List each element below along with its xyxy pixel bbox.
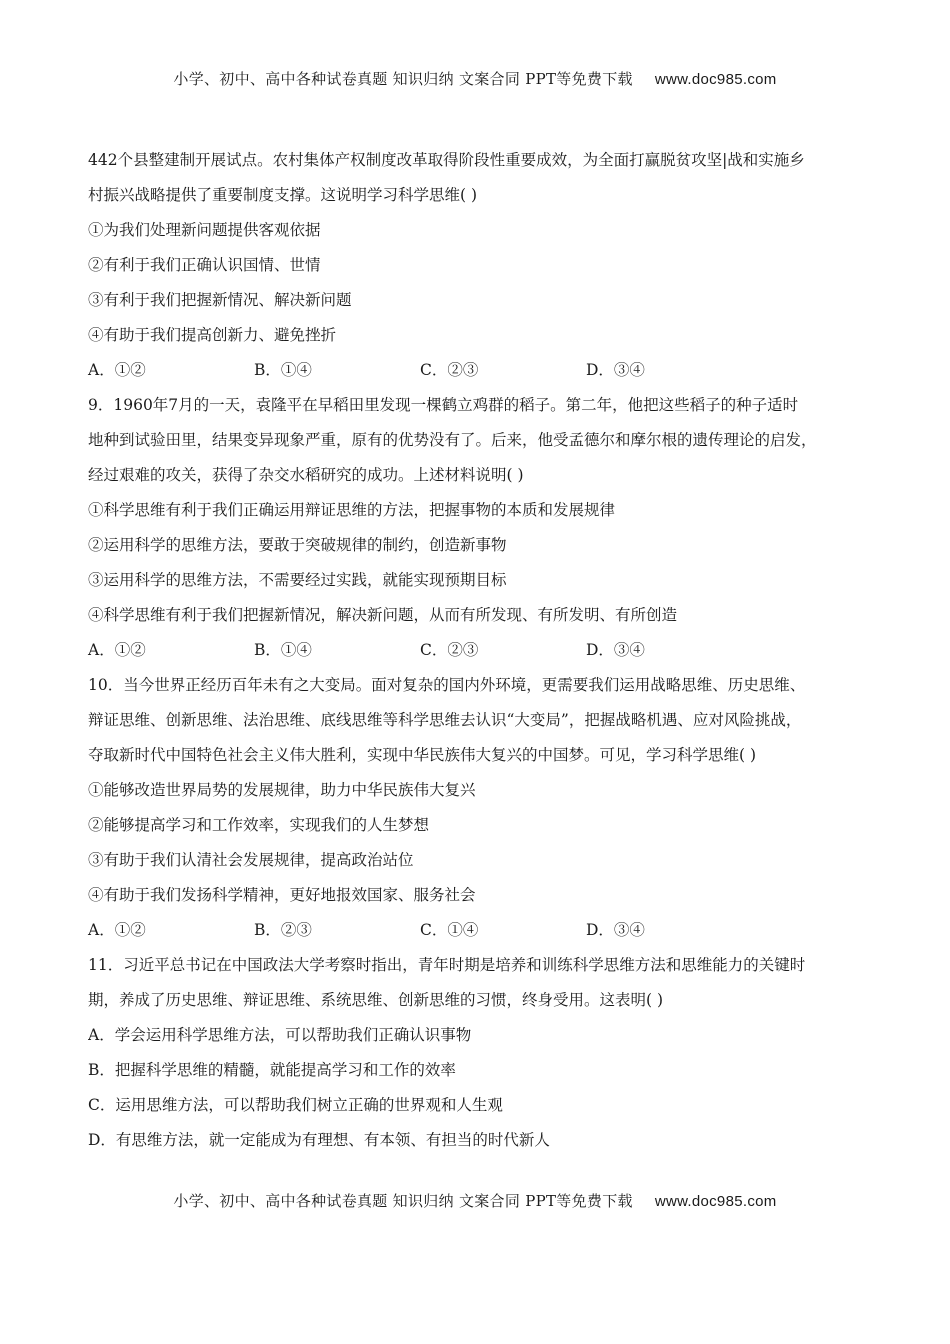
choice-a: A．①② (88, 921, 146, 939)
question-stem-line: 地种到试验田里，结果变异现象严重，原有的优势没有了。后来，他受孟德尔和摩尔根的遗传理论的启发， (88, 431, 817, 449)
statement-option: ④有助于我们提高创新力、避免挫折 (88, 326, 337, 344)
header-banner-text: 小学、初中、高中各种试卷真题 知识归纳 文案合同 PPT等免费下载 (173, 70, 633, 88)
question-stem-line: 期，养成了历史思维、辩证思维、系统思维、创新思维的习惯，终身受用。这表明( ) (88, 991, 664, 1009)
statement-option: ③运用科学的思维方法，不需要经过实践，就能实现预期目标 (88, 571, 507, 589)
question-stem-line: 11．习近平总书记在中国政法大学考察时指出，青年时期是培养和训练科学思维方法和思维能力的关键时 (88, 956, 806, 974)
statement-option: ①科学思维有利于我们正确运用辩证思维的方法，把握事物的本质和发展规律 (88, 501, 616, 519)
question-stem-line: 9．1960年7月的一天，袁隆平在早稻田里发现一棵鹤立鸡群的稻子。第二年，他把这些稻子的种子适时 (88, 396, 799, 414)
statement-option: ②能够提高学习和工作效率，实现我们的人生梦想 (88, 816, 430, 834)
answer-option-d: D．有思维方法，就一定能成为有理想、有本领、有担当的时代新人 (88, 1131, 550, 1149)
question-stem-line: 辩证思维、创新思维、法治思维、底线思维等科学思维去认识“大变局”，把握战略机遇、应对风险挑战， (88, 711, 802, 729)
choice-a: A．①② (88, 641, 146, 659)
choice-b: B．①④ (254, 641, 312, 659)
choice-d: D．③④ (586, 361, 645, 379)
question-stem-line: 442个县整建制开展试点。农村集体产权制度改革取得阶段性重要成效，为全面打赢脱贫攻坚|战和实施乡 (88, 151, 805, 169)
exam-content (88, 143, 878, 1158)
choice-c: C．①④ (420, 921, 479, 939)
answer-choices (88, 353, 878, 388)
statement-option: ④有助于我们发扬科学精神，更好地报效国家、服务社会 (88, 886, 476, 904)
answer-option-a: A．学会运用科学思维方法，可以帮助我们正确认识事物 (88, 1026, 472, 1044)
question-11 (88, 948, 878, 1158)
choice-b: B．②③ (254, 921, 312, 939)
question-stem-line: 经过艰难的攻关，获得了杂交水稻研究的成功。上述材料说明( ) (88, 466, 524, 484)
statement-option: ②运用科学的思维方法，要敢于突破规律的制约，创造新事物 (88, 536, 507, 554)
statement-option: ③有利于我们把握新情况、解决新问题 (88, 291, 352, 309)
answer-option-b: B．把握科学思维的精髓，就能提高学习和工作的效率 (88, 1061, 456, 1079)
answer-choices (88, 913, 878, 948)
choice-c: C．②③ (420, 361, 479, 379)
statement-option: ①能够改造世界局势的发展规律，助力中华民族伟大复兴 (88, 781, 476, 799)
statement-option: ④科学思维有利于我们把握新情况，解决新问题，从而有所发现、有所发明、有所创造 (88, 606, 678, 624)
footer-banner-text: 小学、初中、高中各种试卷真题 知识归纳 文案合同 PPT等免费下载 (173, 1192, 633, 1210)
footer-banner (0, 1190, 950, 1211)
question-stem-line: 村振兴战略提供了重要制度支撑。这说明学习科学思维( ) (88, 186, 478, 204)
statement-option: ③有助于我们认清社会发展规律，提高政治站位 (88, 851, 414, 869)
answer-option-c: C．运用思维方法，可以帮助我们树立正确的世界观和人生观 (88, 1096, 503, 1114)
question-8-continued (88, 143, 878, 388)
choice-d: D．③④ (586, 641, 645, 659)
choice-b: B．①④ (254, 361, 312, 379)
header-banner (0, 68, 950, 89)
footer-banner-url[interactable]: www.doc985.com (654, 1193, 777, 1210)
question-10 (88, 668, 878, 948)
statement-option: ①为我们处理新问题提供客观依据 (88, 221, 321, 239)
choice-d: D．③④ (586, 921, 645, 939)
choice-c: C．②③ (420, 641, 479, 659)
header-banner-url[interactable]: www.doc985.com (654, 71, 777, 88)
answer-choices (88, 633, 878, 668)
question-stem-line: 夺取新时代中国特色社会主义伟大胜利，实现中华民族伟大复兴的中国梦。可见，学习科学思维( ) (88, 746, 757, 764)
question-stem-line: 10．当今世界正经历百年未有之大变局。面对复杂的国内外环境，更需要我们运用战略思维、历史思维、 (88, 676, 806, 694)
choice-a: A．①② (88, 361, 146, 379)
statement-option: ②有利于我们正确认识国情、世情 (88, 256, 321, 274)
question-9 (88, 388, 878, 668)
